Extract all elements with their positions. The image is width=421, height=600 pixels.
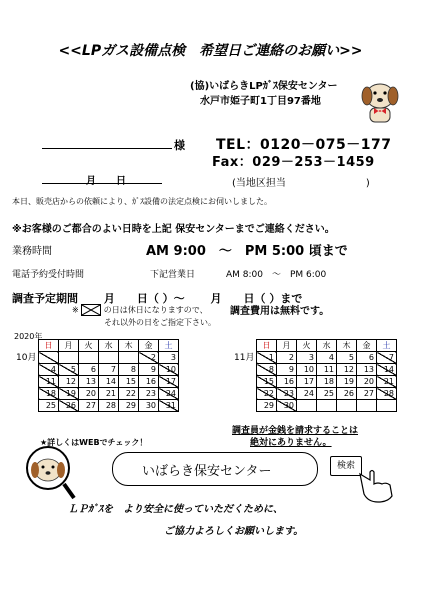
web-check-text: ★詳しくはWEBでチェック！ [40, 438, 148, 447]
organization-address: 水戸市姫子町1丁目97番地 [200, 96, 321, 107]
calendar-day: 20 [357, 376, 377, 388]
calendar-year: 2020年 [14, 332, 43, 341]
calendar-day: 6 [79, 364, 99, 376]
calendar-day: 15 [257, 376, 277, 388]
calendar-day: 23 [277, 388, 297, 400]
calendar-day: 9 [139, 364, 159, 376]
calendar-day: 3 [159, 352, 179, 364]
calendar-day: 5 [59, 364, 79, 376]
fax-number: Fax：029－253－1459 [212, 155, 375, 170]
weekday-header: 金 [357, 340, 377, 352]
organization-name: (協)いばらきLPｶﾞｽ保安センター [190, 81, 338, 92]
weekday-header: 日 [257, 340, 277, 352]
dog-magnifier-icon [18, 440, 78, 502]
weekday-header: 火 [297, 340, 317, 352]
calendar-day: 26 [337, 388, 357, 400]
calendar-day: 27 [79, 400, 99, 412]
calendar-day: 10 [159, 364, 179, 376]
holiday-note-text: の日は休日になりますので、 [103, 305, 208, 315]
calendar-day: 12 [59, 376, 79, 388]
calendar-day: 26 [59, 400, 79, 412]
calendar-day: 14 [99, 376, 119, 388]
schedule-period: 調査予定期間 月 日（ ）～ 月 日（ ）まで [12, 292, 303, 305]
page-title: <<LPガス設備点検 希望日ご連絡のお願い>> [58, 43, 363, 59]
calendar-day [377, 400, 397, 412]
calendar-day: 25 [317, 388, 337, 400]
calendar-nov-month: 11月 [234, 353, 255, 363]
calendar-day: 18 [39, 388, 59, 400]
calendar-day: 17 [297, 376, 317, 388]
weekday-header: 水 [317, 340, 337, 352]
calendar-day: 14 [377, 364, 397, 376]
weekday-header: 水 [99, 340, 119, 352]
calendar-day: 16 [139, 376, 159, 388]
weekday-header: 木 [337, 340, 357, 352]
calendar-day: 12 [337, 364, 357, 376]
phone-hours: AM 8:00 ～ PM 6:00 [226, 270, 327, 280]
calendar-day: 30 [139, 400, 159, 412]
free-notice: 調査費用は無料です。 [230, 306, 330, 317]
calendar-day: 30 [277, 400, 297, 412]
calendar-day [79, 352, 99, 364]
calendar-day: 8 [257, 364, 277, 376]
phone-hours-label: 電話予約受付時間 [12, 270, 85, 280]
area-contact: (当地区担当 ) [232, 178, 370, 189]
weekday-header: 木 [119, 340, 139, 352]
calendar-day: 4 [317, 352, 337, 364]
calendar-day [59, 352, 79, 364]
calendar-day: 15 [119, 376, 139, 388]
sama-label: 様 [174, 139, 185, 152]
calendar-day: 3 [297, 352, 317, 364]
weekday-header: 土 [159, 340, 179, 352]
calendar-day: 6 [357, 352, 377, 364]
calendar-day: 1 [257, 352, 277, 364]
calendar-day [99, 352, 119, 364]
calendar-day [119, 352, 139, 364]
pointing-hand-icon [356, 468, 396, 504]
calendar-day: 13 [79, 376, 99, 388]
calendar-day: 9 [277, 364, 297, 376]
calendar-day [357, 400, 377, 412]
calendar-day: 23 [139, 388, 159, 400]
calendar-day: 21 [377, 376, 397, 388]
calendar-day: 2 [139, 352, 159, 364]
calendar-day [337, 400, 357, 412]
calendar-november [256, 339, 397, 412]
calendar-day: 4 [39, 364, 59, 376]
calendar-day [39, 352, 59, 364]
calendar-day: 22 [119, 388, 139, 400]
weekday-header: 月 [277, 340, 297, 352]
calendar-day: 11 [317, 364, 337, 376]
calendar-day: 21 [99, 388, 119, 400]
business-hours-label: 業務時間 [12, 246, 52, 257]
search-query-text: いばらき保安センター [142, 464, 272, 479]
calendar-day: 13 [357, 364, 377, 376]
warning-line-1: 調査員が金銭を請求することは [232, 426, 359, 436]
calendar-day: 25 [39, 400, 59, 412]
calendar-day: 20 [79, 388, 99, 400]
calendar-day: 29 [119, 400, 139, 412]
recipient-name-line [42, 148, 172, 149]
calendar-day: 29 [257, 400, 277, 412]
weekday-header: 火 [79, 340, 99, 352]
other-days-note: それ以外の日をご指定下さい。 [104, 318, 216, 327]
calendar-day: 10 [297, 364, 317, 376]
calendar-day: 11 [39, 376, 59, 388]
calendar-day: 28 [377, 388, 397, 400]
calendar-day: 8 [119, 364, 139, 376]
calendar-day: 24 [159, 388, 179, 400]
calendar-day: 19 [59, 388, 79, 400]
request-text: ※お客様のご都合のよい日時を上記 保安センターまでご連絡ください。 [12, 224, 335, 235]
calendar-day: 18 [317, 376, 337, 388]
holiday-note-prefix: ※ [72, 305, 79, 315]
calendar-day: 31 [159, 400, 179, 412]
holiday-note [72, 304, 208, 316]
weekday-header: 土 [377, 340, 397, 352]
calendar-day: 27 [357, 388, 377, 400]
calendar-day: 24 [297, 388, 317, 400]
calendar-day: 7 [377, 352, 397, 364]
calendar-day: 2 [277, 352, 297, 364]
calendar-day: 16 [277, 376, 297, 388]
intro-text: 本日、販売店からの依頼により、ｶﾞｽ設備の法定点検にお伺いしました。 [12, 197, 272, 206]
phone-days: 下記営業日 [150, 270, 196, 280]
visit-date: 月 日 [86, 176, 126, 187]
tel-number: TEL：0120－075－177 [216, 137, 392, 153]
footer-line-1: ＬＰｶﾞｽを より安全に使っていただくために、 [68, 504, 283, 515]
calendar-october [38, 339, 179, 412]
search-button[interactable]: 検索 [330, 456, 362, 476]
calendar-day: 5 [337, 352, 357, 364]
weekday-header: 日 [39, 340, 59, 352]
dog-mascot-icon [356, 70, 404, 130]
calendar-day: 7 [99, 364, 119, 376]
calendar-day: 28 [99, 400, 119, 412]
footer-line-2: ご協力よろしくお願いします。 [164, 526, 304, 537]
calendar-day: 19 [337, 376, 357, 388]
calendar-day [297, 400, 317, 412]
crossed-box-icon [81, 304, 101, 316]
calendar-day: 22 [257, 388, 277, 400]
weekday-header: 金 [139, 340, 159, 352]
warning-line-2: 絶対にありません。 [250, 438, 332, 448]
calendar-day [317, 400, 337, 412]
business-hours-value: AM 9:00 ～ PM 5:00 頃まで [146, 244, 348, 259]
calendar-oct-month: 10月 [16, 353, 37, 363]
weekday-header: 月 [59, 340, 79, 352]
calendar-day: 17 [159, 376, 179, 388]
